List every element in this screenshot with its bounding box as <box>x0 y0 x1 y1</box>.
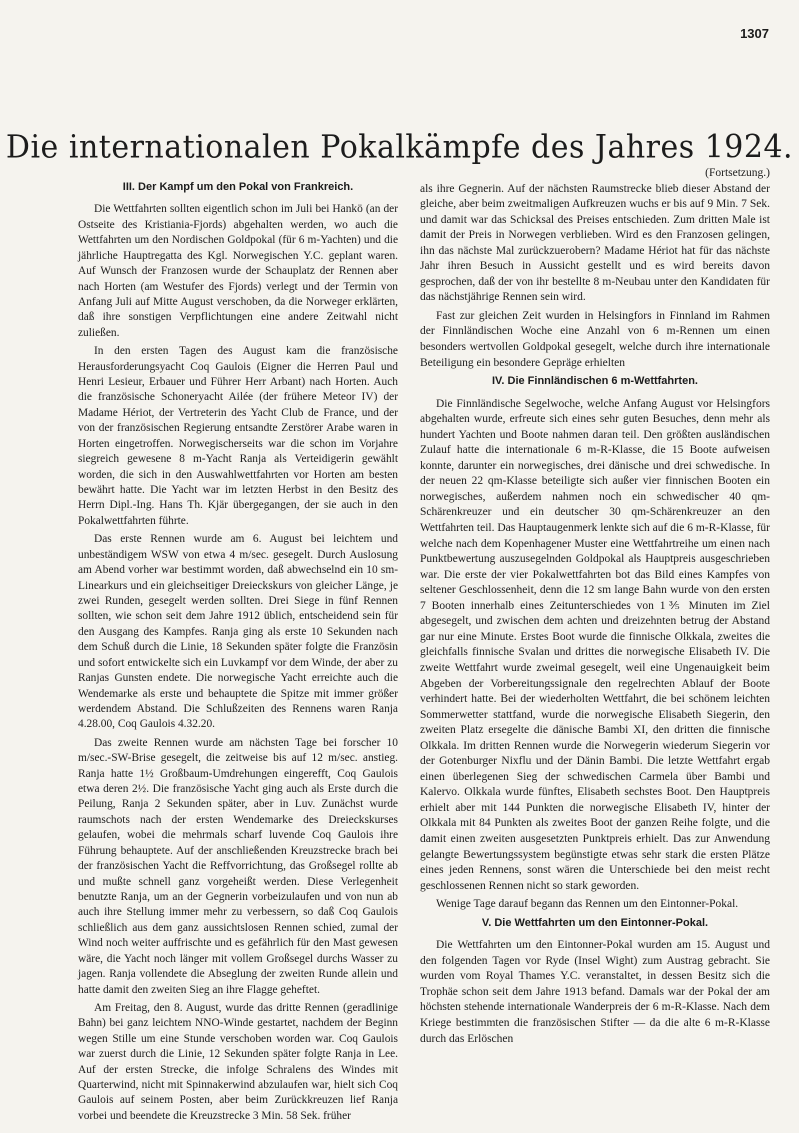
paragraph: Fast zur gleichen Zeit wurden in Helsingfors in Finnland im Rahmen der Finnländischen Woche eine Anzahl von 6 m-Rennen um einen besonders wertvollen Goldpokal gesegelt, welche durch ihre internationale Beteiligung ein besondere Gepräge erhielten <box>420 309 770 369</box>
section-heading-iv: IV. Die Finnländischen 6 m-Wettfahrten. <box>492 375 698 388</box>
page-number: 1307 <box>740 26 769 41</box>
paragraph: Die Finnländische Segelwoche, welche Anfang August vor Helsingfors abgehalten wurde, erfreute sich eines sehr guten Besuches, denn mehr als hundert Yachten und Boote nahmen daran teil. Den größten ausländischen Zulauf hatte die internationale 6 m-R-Klasse, die 15 Boote aufweisen konnte, darunter ein norwegisches, drei dänische und drei schwedische. In der neuen 22 qm-Klasse beteiligte sich außer vier finnischen Booten ein norwegisches, außerdem nahmen noch ein schwedischer 40 qm-Schärenkreuzer und ein deutscher 30 qm-Schärenkreuzer an den Wettfahrten teil. Das Hauptaugenmerk lenkte sich auf die 6 m-R-Klasse, für welche nach dem Kopenhagener Muster eine Wettfahrtreihe um einen nach Punktbewertung auszusegelnden Goldpokal als Hauptpreis ausgeschrieben war. Die erste der vier Pokalwettfahrten bot das Bild eines Kampfes von seltener Geschlossenheit, denn die 12 sm lange Bahn wurde von den ersten 7 Booten innerhalb eines Zeitunterschiedes von 1⅗ Minuten im Ziel abgesegelt, und zwischen dem achten und dreizehnten betrug der Abstand gar nur eine Minute. Erstes Boot wurde die finnische Olkkala, zweites die gleichfalls finnische Svalan und drittes die norwegische Elisabeth IV. Die zweite Wettfahrt wurde zweimal gesegelt, weil eine Ungenauigkeit beim Abgeben der Vorbereitungssignale den regelrechten Ablauf der Boote verhindert hatte. Bei der wiederholten Wettfahrt, die bei schönem leichten Sommerwetter stattfand, wurde die norwegische Elisabeth Siegerin, den zweiten Platz ersegelte die dänische Bambi XI, den dritten die finnische Olkkala. Im dritten Rennen wurde die Norwegerin wiederum Siegerin vor der Gotenburger Nixflu und der Dänin Bambi. Die letzte Wettfahrt ergab einen überlegenen Sieg der schwedischen Carmela über Bambi und Kalervo. Olkkala wurde fünftes, Elisabeth sechstes Boot. Den Hauptpreis erhielt aber mit 144 Punkten die norwegische Elisabeth IV, hinter der Olkkala mit 84 Punkten als zweites Boot der ganzen Reihe folgte, und die damit einen zweiten ausgesetzten Punktpreis erhielt. Das zur Anwendung gelangte Bewertungssystem begünstigte etwas sehr stark die ersten Plätze eines jeden Rennens, sonst wären die Unterschiede bei den meist recht geschlossenen Rennen nicht so stark geworden. <box>420 397 770 892</box>
paragraph: Am Freitag, den 8. August, wurde das dritte Rennen (geradlinige Bahn) bei ganz leichtem NNO-Winde gestartet, nachdem der Beginn wegen Stille um eine Stunde verschoben worden war. Coq Gaulois war zuerst durch die Linie, 12 Sekunden später folgte Ranja in Lee. Auf der ersten Strecke, die infolge Schralens des Windes mit Quarterwind, nicht mit Spinnakerwind abzulaufen war, hielt sich Coq Gaulois auf seinem Posten, aber beim Zurückkreuzen lief Ranja vorbei und beendete die Kreuzstrecke 3 Min. 58 Sek. früher <box>78 1001 398 1122</box>
paragraph: Das zweite Rennen wurde am nächsten Tage bei forscher 10 m/sec.-SW-Brise gesegelt, die zeitweise bis auf 12 m/sec. anstieg. Ranja hatte 1½ Großbaum-Umdrehungen eingerefft, Coq Gaulois etwa deren 2½. Die französische Yacht ging auch als Erste durch die Peilung, Ranja 2 Sekunden später, aber in Luv. Zunächst wurde raumschots nach der ersten Wendemarke des Dreieckskurses gelaufen, wobei die mehrmals scharf luvende Coq Gaulois ihre Führung behauptete. Auf der anschließenden Kreuzstrecke brach bei der französischen Yacht die Reffvorrichtung, das Großsegel rollte ab und mußte schnell ganz vorgeheißt werden. Diese Verlegenheit benutzte Ranja, um an der Gegnerin vorbeizulaufen und von nun ab auch ihre Stellung immer mehr zu verbessern, so daß Coq Gaulois schließlich aus dem ganz aussichtslosen Rennen schied, zumal der Wind noch weiter auffrischte und es gefährlich für den Mast gewesen wäre, die Yacht noch länger mit vollem Großsegel durchs Wasser zu jagen. Ranja vollendete die Abseglung der zweiten Runde allein und hatte damit den zweiten Sieg an ihre Flagge geheftet. <box>78 736 398 996</box>
right-column <box>420 166 770 1050</box>
paragraph: als ihre Gegnerin. Auf der nächsten Raumstrecke blieb dieser Abstand der gleiche, aber beim zweitmaligen Aufkreuzen wuchs er bis auf 9 Min. 7 Sek. und damit war das Schicksal des Preises entschieden. Zum dritten Male ist damit der Preis in Norwegen verblieben. Wird es den Franzosen gelingen, ihn das nächste Mal zurückzuerobern? Madame Hériot hat für das nächste Jahr ihren Besuch in Aussicht gestellt und es wird bereits davon gesprochen, daß der von ihr bestellte 8 m-Neubau unter den Kandidaten für das nächstjährige Rennen sein wird. <box>420 182 770 304</box>
continuation-note: (Fortsetzung.) <box>705 167 770 179</box>
paragraph: Das erste Rennen wurde am 6. August bei leichtem und unbeständigem WSW von etwa 4 m/sec. gesegelt. Durch Auslosung am Abend vorher war bestimmt worden, daß abwechselnd ein 10 sm-Linearkurs und ein gleichseitiger Dreieckskurs von gleicher Länge, je zwei Runden, gesegelt werden sollten. Drei Siege in fünf Rennen sollten, wie schon seit dem Jahre 1912 üblich, entscheidend sein für den Ausgang des Kampfes. Ranja ging als erste 10 Sekunden nach dem Schuß durch die Linie, 18 Sekunden später folgte die Französin und sofort entwickelte sich ein Luvkampf vor dem Winde, der aber zu Ranjas Gunsten endete. Die norwegische Yacht erreichte auch die Wendemarke als erste und behauptete die Spitze mit immer größer werdendem Abstand. Die Schlußzeiten des Rennens waren Ranja 4.28.00, Coq Gaulois 4.32.20. <box>78 533 398 731</box>
section-heading-iii: III. Der Kampf um den Pokal von Frankreich. <box>122 181 354 193</box>
paragraph: In den ersten Tagen des August kam die französische Herausforderungsyacht Coq Gaulois (Eigner die Herren Paul und Henri Lesieur, Erbauer und Führer Herr Arbant) nach Horten. Auch die französische Schoneryacht Ailée (der frühere Meteor IV) der Madame Hériot, der Vertreterin des Yacht Club de France, und der von der französischen Regierung entsandte Zerstörer Arabe waren in Horten eingetroffen. Norwegischerseits war die schon im Vorjahre siegreich gewesene 8 m-Yacht Ranja als Verteidigerin gewählt worden, die sich in den Auswahlwettfahrten vor Horten am besten bewährt hatte. Die Yacht war im letzten Herbst in den Besitz des Herrn Dipl.-Ing. Hans Th. Kjär übergegangen, der sie auch in den Pokalwettfahrten führte. <box>78 345 398 527</box>
left-column <box>78 178 398 1127</box>
paragraph: Die Wettfahrten sollten eigentlich schon im Juli bei Hankö (an der Ostseite des Kristiania-Fjords) abgehalten werden, wo auch die Wettfahrten um den Nordischen Goldpokal (für 6 m-Yachten) und die jährliche Hauptregatta des Kgl. Norwegischen Y.C. geplant waren. Auf Wunsch der Franzosen wurde der Schauplatz der Rennen aber nach Horten (am Westufer des Fjords) verlegt und der Termin von Anfang Juli auf Mitte August verschoben, da die Norweger erklärten, daß ihre sonstigen Verpflichtungen eine andere Zeitwahl nicht zuließen. <box>78 203 398 339</box>
paragraph: Die Wettfahrten um den Eintonner-Pokal wurden am 15. August und den folgenden Tagen vor Ryde (Insel Wight) zum Austrag gebracht. Sie wurden vom Royal Thames Y.C. veranstaltet, in dessen Besitz sich die Trophäe schon seit dem Jahre 1913 befand. Damals war der Pokal der am höchsten stehende internationale Wanderpreis der 6 m-R-Klasse. Nach dem Kriege bestimmten die französischen Stifter — da die alte 6 m-R-Klasse durch das Erlöschen <box>420 939 770 1045</box>
article-title: Die internationalen Pokalkämpfe des Jahres 1924. <box>5 129 794 166</box>
paragraph: Wenige Tage darauf begann das Rennen um den Eintonner-Pokal. <box>436 898 739 911</box>
section-heading-v: V. Die Wettfahrten um den Eintonner-Pokal. <box>481 916 709 929</box>
